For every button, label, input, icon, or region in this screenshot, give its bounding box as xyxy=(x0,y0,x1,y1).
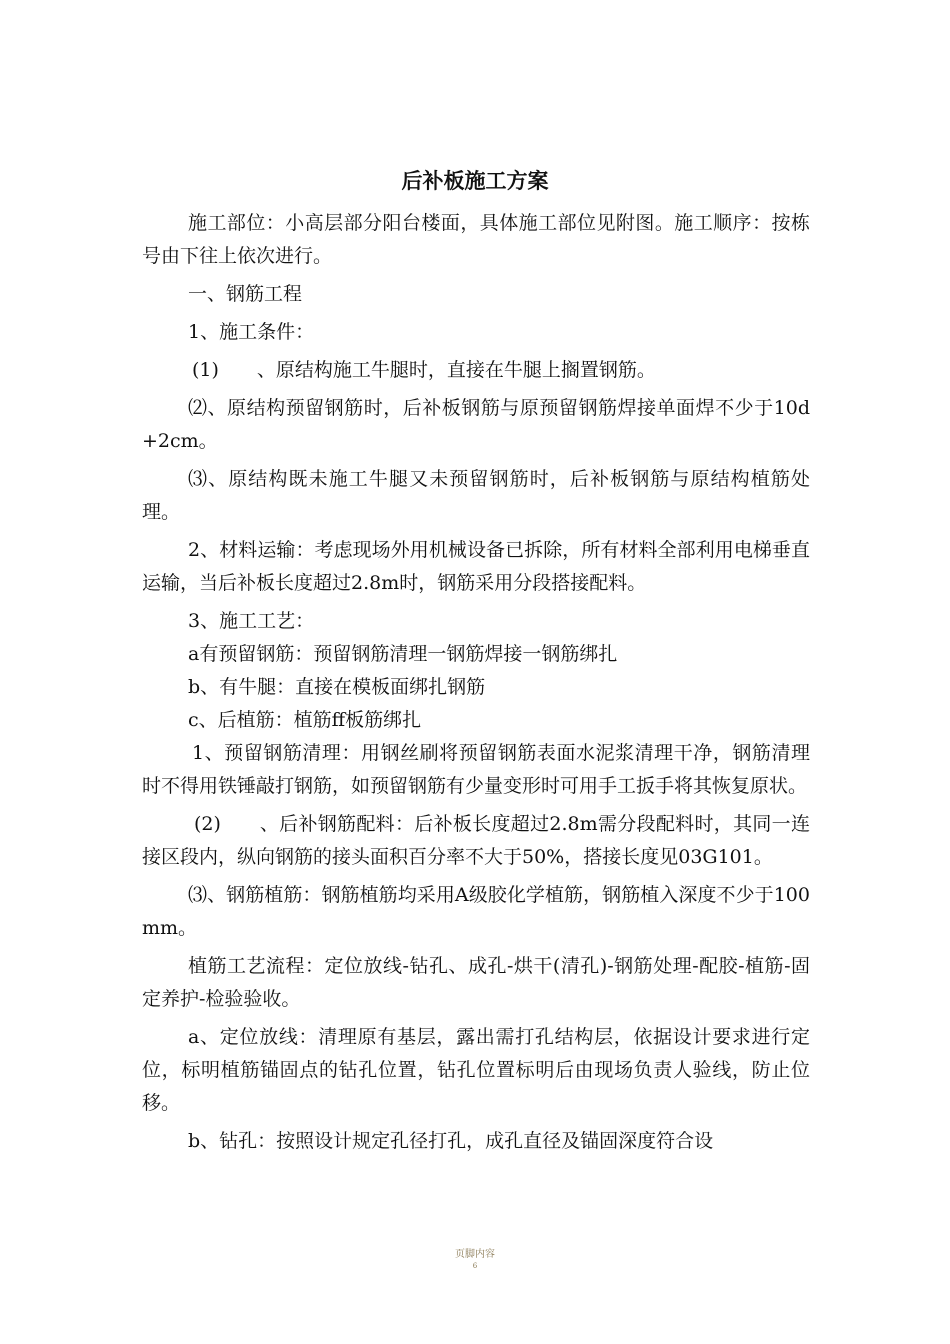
paragraph: 一、钢筋工程 xyxy=(188,283,303,305)
paragraph: a、定位放线：清理原有基层，露出需打孔结构层，依据设计要求进行定位，标明植筋锚固点的钻孔位置，钻孔位置标明后由现场负责人验线，防止位移。 xyxy=(142,1026,810,1114)
document-body xyxy=(142,207,810,1158)
paragraph: 3、施工工艺： xyxy=(188,610,315,632)
document-title: 后补板施工方案 xyxy=(401,169,549,193)
footer-page-number: 6 xyxy=(472,1262,478,1270)
paragraph: b、有牛腿：直接在模板面绑扎钢筋 xyxy=(188,676,486,698)
paragraph: 1、预留钢筋清理：用钢丝刷将预留钢筋表面水泥浆清理干净，钢筋清理时不得用铁锤敲打钢筋，如预留钢筋有少量变形时可用手工扳手将其恢复原状。 xyxy=(142,742,810,797)
paragraph: a有预留钢筋：预留钢筋清理一钢筋焊接一钢筋绑扎 xyxy=(188,643,618,665)
footer-label: 页脚内容 xyxy=(455,1249,495,1260)
paragraph: 植筋工艺流程：定位放线-钻孔、成孔-烘干(清孔)-钢筋处理-配胶-植筋-固定养护-检验验收。 xyxy=(142,955,810,1010)
paragraph: (1) 、原结构施工牛腿时，直接在牛腿上搁置钢筋。 xyxy=(192,359,656,381)
paragraph: ⑶、原结构既未施工牛腿又未预留钢筋时，后补板钢筋与原结构植筋处理。 xyxy=(142,468,810,523)
paragraph: (2) 、后补钢筋配料：后补板长度超过2.8m需分段配料时，其同一连接区段内，纵向钢筋的接头面积百分率不大于50%，搭接长度见03G101。 xyxy=(142,813,810,868)
paragraph: 施工部位：小高层部分阳台楼面，具体施工部位见附图。施工顺序：按栋号由下往上依次进行。 xyxy=(142,212,810,267)
paragraph: 1、施工条件： xyxy=(188,321,315,343)
paragraph: b、钻孔：按照设计规定孔径打孔，成孔直径及锚固深度符合设 xyxy=(188,1130,714,1152)
paragraph: 2、材料运输：考虑现场外用机械设备已拆除，所有材料全部利用电梯垂直运输，当后补板长度超过2.8m时，钢筋采用分段搭接配料。 xyxy=(142,539,810,594)
paragraph: c、后植筋：植筋ff板筋绑扎 xyxy=(188,709,422,731)
paragraph: ⑶、钢筋植筋：钢筋植筋均采用A级胶化学植筋，钢筋植入深度不少于100mm。 xyxy=(142,884,810,939)
paragraph: ⑵、原结构预留钢筋时，后补板钢筋与原预留钢筋焊接单面焊不少于10d+2cm。 xyxy=(142,397,810,452)
